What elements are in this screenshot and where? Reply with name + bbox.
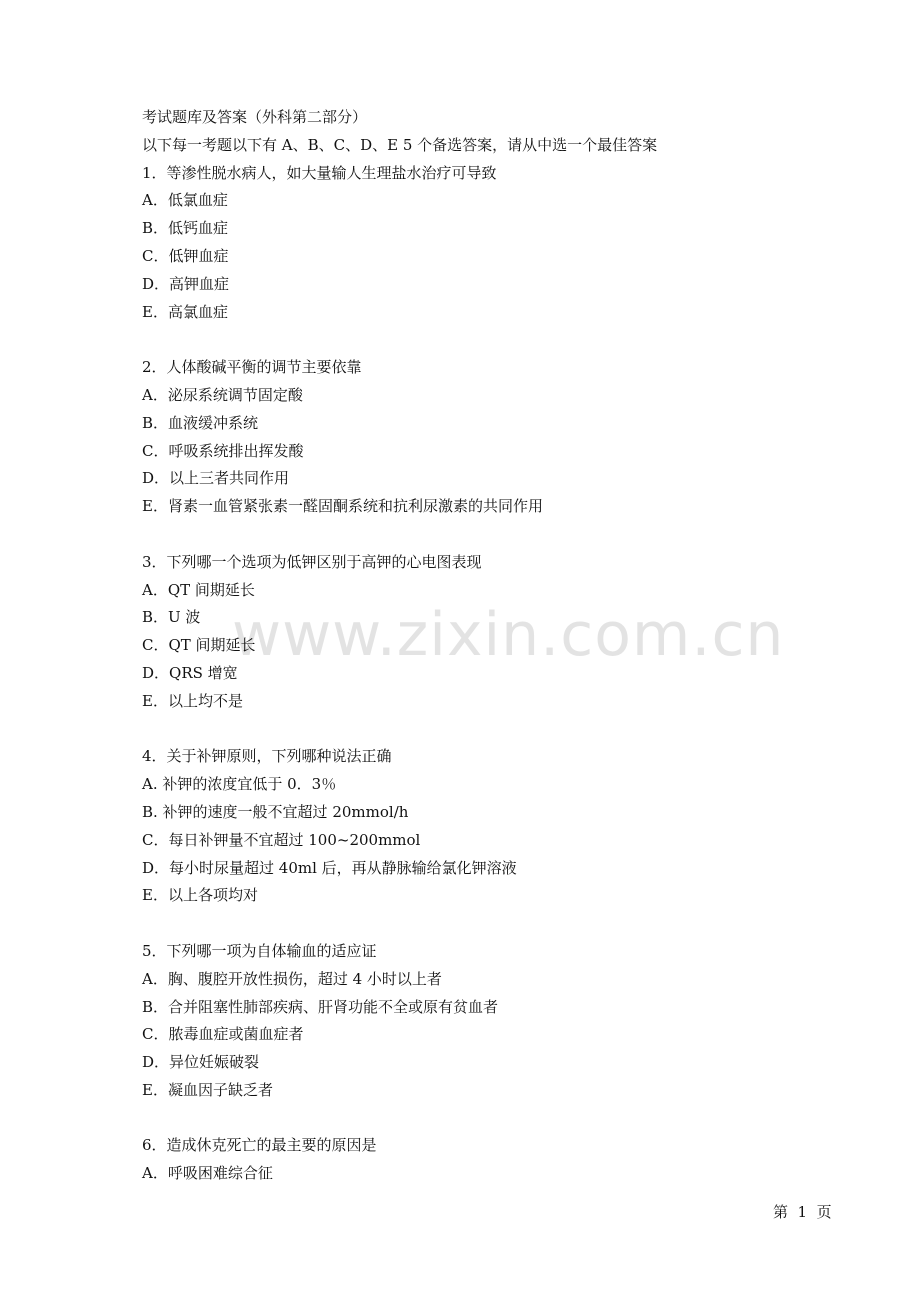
answer-option: B．合并阻塞性肺部疾病、肝肾功能不全或原有贫血者 (142, 997, 499, 1016)
watermark: www.zixin.com.cn (232, 600, 785, 670)
question-text: 4．关于补钾原则，下列哪种说法正确 (142, 747, 392, 766)
answer-option: D．异位妊娠破裂 (142, 1053, 260, 1072)
answer-option: B. 补钾的速度一般不宜超过 20mmol/h (142, 802, 409, 821)
answer-option: D．每小时尿量超过 40ml 后，再从静脉输给氯化钾溶液 (142, 858, 517, 877)
question-text: 1．等渗性脱水病人，如大量输人生理盐水治疗可导致 (142, 163, 497, 182)
answer-option: C．脓毒血症或菌血症者 (142, 1025, 304, 1044)
answer-option: A．泌尿系统调节固定酸 (142, 385, 303, 404)
answer-option: D．高钾血症 (142, 274, 230, 293)
answer-option: B．血液缓冲系统 (142, 413, 259, 432)
answer-option: C．低钾血症 (142, 246, 229, 265)
answer-option: C．呼吸系统排出挥发酸 (142, 441, 304, 460)
answer-option: A．QT 间期延长 (142, 580, 255, 599)
spacer (142, 716, 842, 744)
page-number: 第 1 页 (773, 1203, 832, 1221)
answer-option: A．胸、腹腔开放性损伤，超过 4 小时以上者 (142, 969, 442, 988)
question-text: 3．下列哪一个选项为低钾区别于高钾的心电图表现 (142, 552, 482, 571)
answer-option: D．以上三者共同作用 (142, 469, 290, 488)
answer-option: E．肾素一血管紧张素一醛固酮系统和抗利尿激素的共同作用 (142, 497, 543, 516)
answer-option: A. 补钾的浓度宜低于 0．3％ (142, 775, 337, 794)
answer-option: A．呼吸困难综合征 (142, 1164, 273, 1183)
answer-option: E．凝血因子缺乏者 (142, 1080, 273, 1099)
answer-option: E．以上均不是 (142, 691, 243, 710)
answer-option: A．低氯血症 (142, 191, 228, 210)
answer-option: B．低钙血症 (142, 219, 229, 238)
doc-title: 考试题库及答案（外科第二部分） (142, 108, 368, 126)
spacer (142, 910, 842, 938)
answer-option: C．QT 间期延长 (142, 636, 256, 655)
answer-option: D．QRS 增宽 (142, 663, 238, 682)
answer-option: E．以上各项均对 (142, 886, 258, 905)
spacer (142, 1105, 842, 1133)
answer-option: B．U 波 (142, 608, 201, 627)
answer-option: C．每日补钾量不宜超过 100~200mmol (142, 830, 421, 849)
answer-option: E．高氯血症 (142, 302, 228, 321)
question-text: 5．下列哪一项为自体输血的适应证 (142, 941, 377, 960)
spacer (142, 326, 842, 354)
spacer (142, 521, 842, 549)
instructions: 以下每一考题以下有 A、B、C、D、E 5 个备选答案，请从中选一个最佳答案 (142, 135, 658, 154)
document-body (142, 104, 842, 1188)
question-text: 6．造成休克死亡的最主要的原因是 (142, 1136, 377, 1155)
question-text: 2．人体酸碱平衡的调节主要依靠 (142, 358, 362, 377)
